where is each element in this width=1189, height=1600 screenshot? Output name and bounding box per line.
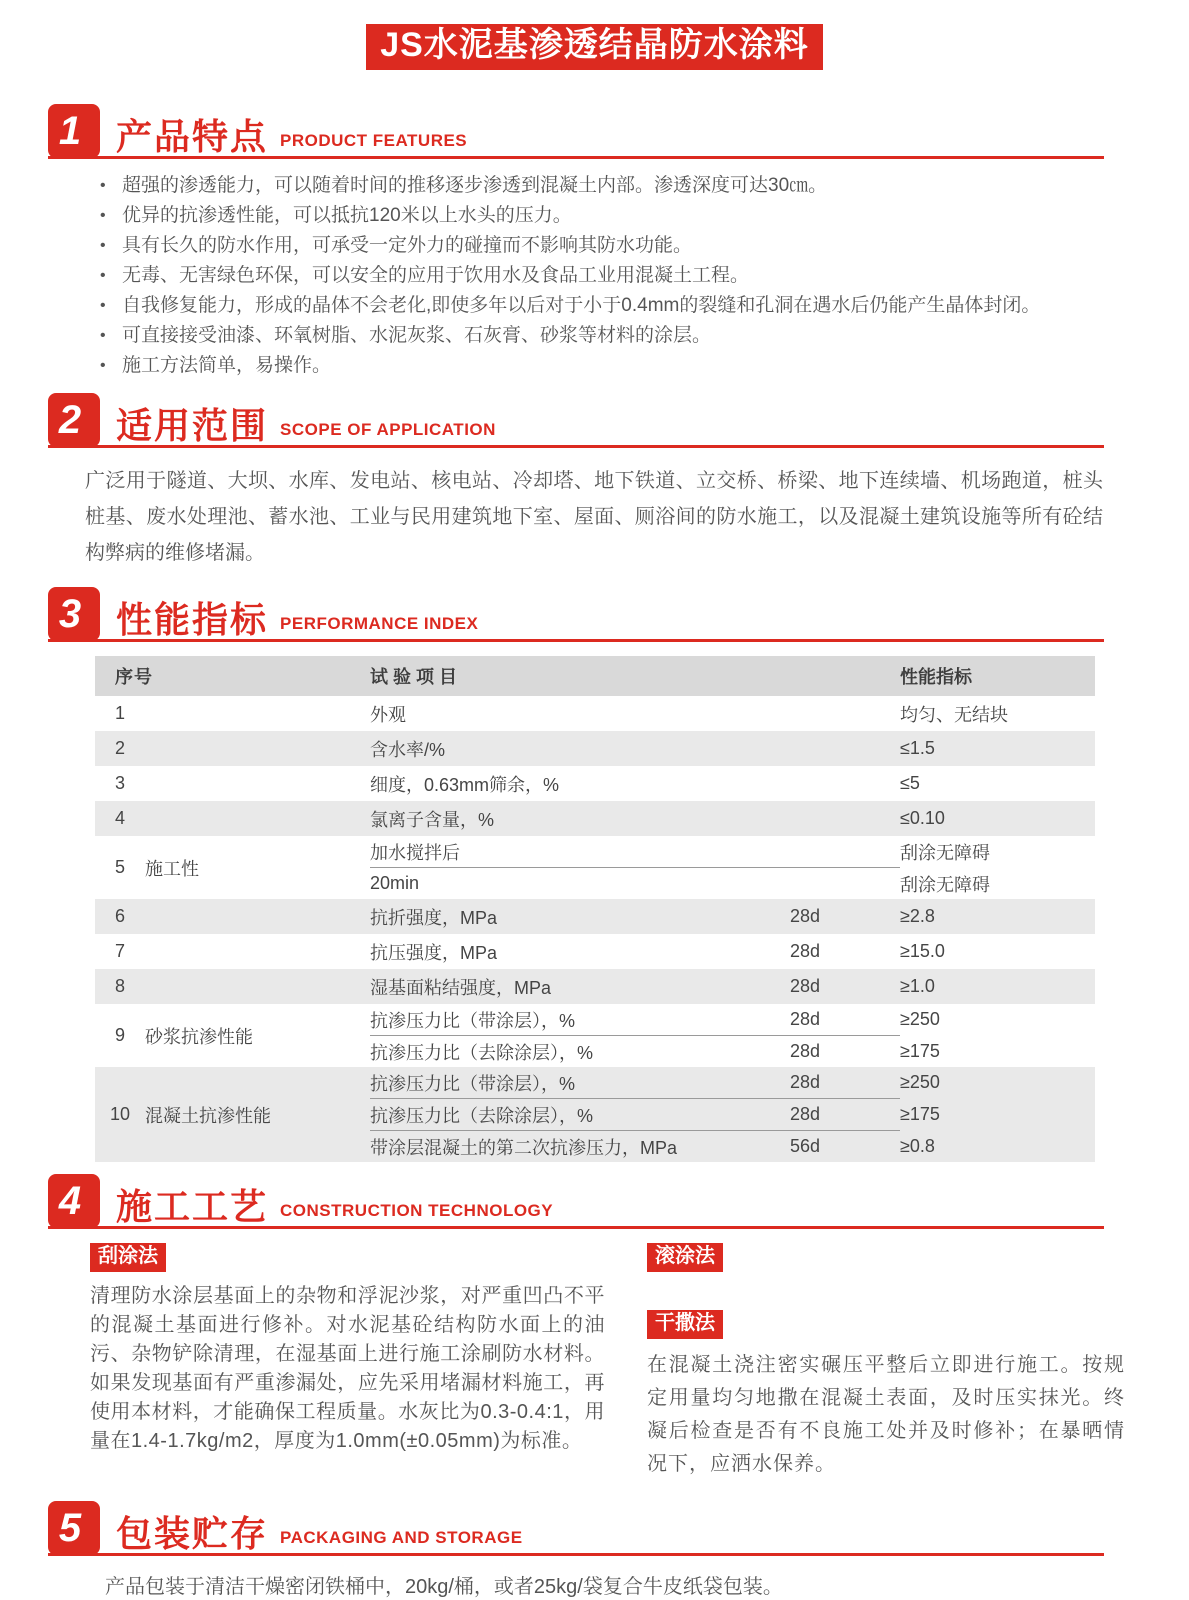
test-item-cell: 抗渗压力比（去除涂层），% bbox=[370, 1105, 594, 1126]
index-value-cell: ≥1.0 bbox=[900, 976, 935, 997]
row-number: 6 bbox=[114, 906, 125, 927]
row-subrows bbox=[370, 899, 1095, 934]
section-1-header bbox=[48, 104, 1104, 159]
row-subrows bbox=[370, 801, 1095, 836]
bullet-text: 自我修复能力，形成的晶体不会老化,即使多年以后对于小于0.4mm的裂缝和孔洞在遇水后仍能产生晶体封闭。 bbox=[122, 295, 1041, 317]
section-2-title-zh: 适用范围 bbox=[116, 404, 269, 446]
test-item-cell: 抗压强度，MPa bbox=[370, 942, 498, 963]
row-number: 9 bbox=[114, 1025, 125, 1046]
section-1-title-en: PRODUCT FEATURES bbox=[280, 131, 468, 151]
test-item-cell: 细度，0.63mm筛余，% bbox=[370, 774, 560, 795]
bullet-text: 超强的渗透能力，可以随着时间的推移逐步渗透到混凝土内部。渗透深度可达30㎝。 bbox=[122, 175, 828, 197]
row-category: 施工性 bbox=[145, 858, 199, 879]
test-item-cell: 抗渗压力比（带涂层），% bbox=[370, 1010, 576, 1031]
index-value-cell: 刮涂无障碍 bbox=[900, 842, 990, 863]
feature-bullet bbox=[100, 261, 1104, 291]
scrape-method-badge: 刮涂法 bbox=[90, 1243, 166, 1272]
test-item-cell: 含水率/% bbox=[370, 739, 446, 760]
col-header-index: 性能指标 bbox=[900, 667, 972, 688]
section-construction-technology bbox=[48, 1174, 1104, 1229]
section-1-number-badge: 1 bbox=[48, 104, 100, 158]
feature-bullet bbox=[100, 231, 1104, 261]
test-item-cell: 氯离子含量，% bbox=[370, 809, 495, 830]
table-subrow bbox=[370, 766, 1095, 801]
test-item-cell: 湿基面粘结强度，MPa bbox=[370, 977, 552, 998]
section-3-number-badge: 3 bbox=[48, 587, 100, 641]
row-number: 5 bbox=[114, 857, 125, 878]
feature-bullet bbox=[100, 171, 1104, 201]
col-header-no: 序号 bbox=[115, 667, 153, 688]
dry-sprinkle-method-badge: 干撒法 bbox=[647, 1310, 723, 1339]
bullet-dot: • bbox=[100, 327, 106, 345]
construction-columns bbox=[90, 1243, 1141, 1481]
section-performance-index bbox=[48, 587, 1104, 1162]
table-row bbox=[95, 766, 1095, 801]
row-subrows bbox=[370, 766, 1095, 801]
index-value-cell: ≥0.8 bbox=[900, 1136, 935, 1157]
index-value-cell: ≥175 bbox=[900, 1104, 940, 1125]
feature-bullet bbox=[100, 351, 1104, 381]
scope-paragraph: 广泛用于隧道、大坝、水库、发电站、核电站、冷却塔、地下铁道、立交桥、桥梁、地下连续墙、机场跑道，桩头桩基、废水处理池、蓄水池、工业与民用建筑地下室、屋面、厕浴间的防水施工，以及混凝土建筑设施等所有砼结构弊病的维修堵漏。 bbox=[85, 470, 1103, 565]
method-roll-and-dry bbox=[647, 1243, 1125, 1481]
table-subrow bbox=[370, 1131, 1095, 1162]
bullet-text: 具有长久的防水作用，可承受一定外力的碰撞而不影响其防水功能。 bbox=[122, 235, 693, 257]
table-subrow bbox=[370, 899, 1095, 934]
table-body bbox=[95, 696, 1095, 1162]
section-3-title-en: PERFORMANCE INDEX bbox=[280, 614, 479, 634]
row-category: 混凝土抗渗性能 bbox=[145, 1105, 271, 1126]
row-category: 砂浆抗渗性能 bbox=[145, 1026, 253, 1047]
table-subrow bbox=[370, 801, 1095, 836]
section-packaging-storage bbox=[48, 1501, 1104, 1599]
index-value-cell: ≥2.8 bbox=[900, 906, 935, 927]
spacer bbox=[647, 1272, 1125, 1310]
table-row bbox=[95, 1004, 1095, 1067]
section-1-title-zh: 产品特点 bbox=[116, 115, 269, 157]
section-scope bbox=[48, 393, 1104, 571]
index-value-cell: ≥250 bbox=[900, 1009, 940, 1030]
section-4-title-zh: 施工工艺 bbox=[116, 1185, 269, 1227]
section-3-title-zh: 性能指标 bbox=[116, 598, 269, 640]
col-header-test-item: 试 验 项 目 bbox=[370, 667, 458, 688]
row-subrows bbox=[370, 1004, 1095, 1067]
section-5-header bbox=[48, 1501, 1104, 1556]
section-4-number-badge: 4 bbox=[48, 1174, 100, 1228]
method-scrape-coating bbox=[90, 1243, 605, 1481]
section-2-header bbox=[48, 393, 1104, 448]
table-row bbox=[95, 934, 1095, 969]
age-cell: 28d bbox=[790, 1072, 821, 1093]
row-subrows bbox=[370, 969, 1095, 1004]
row-subrows bbox=[370, 1067, 1095, 1162]
row-subrows bbox=[370, 934, 1095, 969]
age-cell: 28d bbox=[790, 1041, 821, 1062]
row-number: 3 bbox=[114, 773, 125, 794]
index-value-cell: 刮涂无障碍 bbox=[900, 874, 990, 895]
row-subrows bbox=[370, 836, 1095, 899]
scrape-method-text: 清理防水涂层基面上的杂物和浮泥沙浆，对严重凹凸不平的混凝土基面进行修补。对水泥基砼结构防水面上的油污、杂物铲除清理，在湿基面上进行施工涂刷防水材料。如果发现基面有严重渗漏处，应先采用堵漏材料施工，再使用本材料，才能确保工程质量。水灰比为0.3-0.4:1，用量在1.4-1.7kg/m2，厚度为1.0mm(±0.05mm)为标准。 bbox=[90, 1285, 605, 1453]
bullet-dot: • bbox=[100, 357, 106, 375]
age-cell: 28d bbox=[790, 976, 821, 997]
feature-bullet bbox=[100, 291, 1104, 321]
age-cell: 28d bbox=[790, 1104, 821, 1125]
table-subrow bbox=[370, 868, 1095, 899]
bullet-text: 无毒、无害绿色环保，可以安全的应用于饮用水及食品工业用混凝土工程。 bbox=[122, 265, 750, 287]
test-item-cell: 带涂层混凝土的第二次抗渗压力，MPa bbox=[370, 1137, 678, 1158]
table-subrow bbox=[370, 731, 1095, 766]
age-cell: 28d bbox=[790, 906, 821, 927]
section-3-header bbox=[48, 587, 1104, 642]
packaging-paragraph: 产品包装于清洁干燥密闭铁桶中，20kg/桶，或者25kg/袋复合牛皮纸袋包装。 bbox=[105, 1576, 783, 1599]
bullet-dot: • bbox=[100, 237, 106, 255]
feature-list bbox=[100, 171, 1104, 381]
row-number: 1 bbox=[114, 703, 125, 724]
section-product-features bbox=[48, 104, 1104, 381]
test-item-cell: 抗渗压力比（带涂层），% bbox=[370, 1073, 576, 1094]
index-value-cell: ≥15.0 bbox=[900, 941, 945, 962]
table-row bbox=[95, 801, 1095, 836]
section-4-header bbox=[48, 1174, 1104, 1229]
performance-table bbox=[95, 656, 1095, 1162]
age-cell: 28d bbox=[790, 1009, 821, 1030]
age-cell: 28d bbox=[790, 941, 821, 962]
section-4-title-en: CONSTRUCTION TECHNOLOGY bbox=[280, 1201, 554, 1221]
index-value-cell: ≤1.5 bbox=[900, 738, 935, 759]
index-value-cell: ≥250 bbox=[900, 1072, 940, 1093]
table-row bbox=[95, 696, 1095, 731]
row-number: 10 bbox=[109, 1104, 131, 1125]
table-subrow bbox=[370, 1036, 1095, 1067]
test-item-cell: 外观 bbox=[370, 704, 406, 725]
table-subrow bbox=[370, 1099, 1095, 1130]
section-5-title-en: PACKAGING AND STORAGE bbox=[280, 1528, 523, 1548]
bullet-text: 施工方法简单，易操作。 bbox=[122, 355, 332, 377]
index-value-cell: ≥175 bbox=[900, 1041, 940, 1062]
table-row bbox=[95, 1067, 1095, 1162]
table-subrow bbox=[370, 1004, 1095, 1035]
row-subrows bbox=[370, 731, 1095, 766]
table-subrow bbox=[370, 934, 1095, 969]
dry-sprinkle-method-text: 在混凝土浇注密实碾压平整后立即进行施工。按规定用量均匀地撒在混凝土表面，及时压实抹光。终凝后检查是否有不良施工处并及时修补；在暴晒情况下，应洒水保养。 bbox=[647, 1354, 1125, 1476]
bullet-dot: • bbox=[100, 207, 106, 225]
table-row bbox=[95, 836, 1095, 899]
index-value-cell: 均匀、无结块 bbox=[900, 704, 1008, 725]
bullet-text: 优异的抗渗透性能，可以抵抗120米以上水头的压力。 bbox=[122, 205, 572, 227]
section-5-title-zh: 包装贮存 bbox=[116, 1512, 269, 1554]
row-number: 7 bbox=[114, 941, 125, 962]
feature-bullet bbox=[100, 321, 1104, 351]
row-subrows bbox=[370, 696, 1095, 731]
bullet-dot: • bbox=[100, 267, 106, 285]
page-title: JS水泥基渗透结晶防水涂料 bbox=[366, 24, 823, 70]
table-row bbox=[95, 899, 1095, 934]
table-row bbox=[95, 969, 1095, 1004]
table-subrow bbox=[370, 696, 1095, 731]
bullet-dot: • bbox=[100, 297, 106, 315]
test-item-cell: 抗渗压力比（去除涂层），% bbox=[370, 1042, 594, 1063]
bullet-text: 可直接接受油漆、环氧树脂、水泥灰浆、石灰膏、砂浆等材料的涂层。 bbox=[122, 325, 712, 347]
table-row bbox=[95, 731, 1095, 766]
row-number: 2 bbox=[114, 738, 125, 759]
table-subrow bbox=[370, 1067, 1095, 1098]
roll-method-badge: 滚涂法 bbox=[647, 1243, 723, 1272]
section-2-title-en: SCOPE OF APPLICATION bbox=[280, 420, 496, 440]
section-2-number-badge: 2 bbox=[48, 393, 100, 447]
test-item-cell: 抗折强度，MPa bbox=[370, 907, 498, 928]
table-header-row bbox=[95, 656, 1095, 696]
index-value-cell: ≤5 bbox=[900, 773, 920, 794]
test-item-cell: 加水搅拌后 bbox=[370, 842, 460, 863]
row-number: 4 bbox=[114, 808, 125, 829]
row-number: 8 bbox=[114, 976, 125, 997]
table-subrow bbox=[370, 836, 1095, 867]
feature-bullet bbox=[100, 201, 1104, 231]
section-5-number-badge: 5 bbox=[48, 1501, 100, 1555]
index-value-cell: ≤0.10 bbox=[900, 808, 945, 829]
test-item-cell: 20min bbox=[370, 873, 420, 894]
bullet-dot: • bbox=[100, 177, 106, 195]
age-cell: 56d bbox=[790, 1136, 821, 1157]
table-subrow bbox=[370, 969, 1095, 1004]
